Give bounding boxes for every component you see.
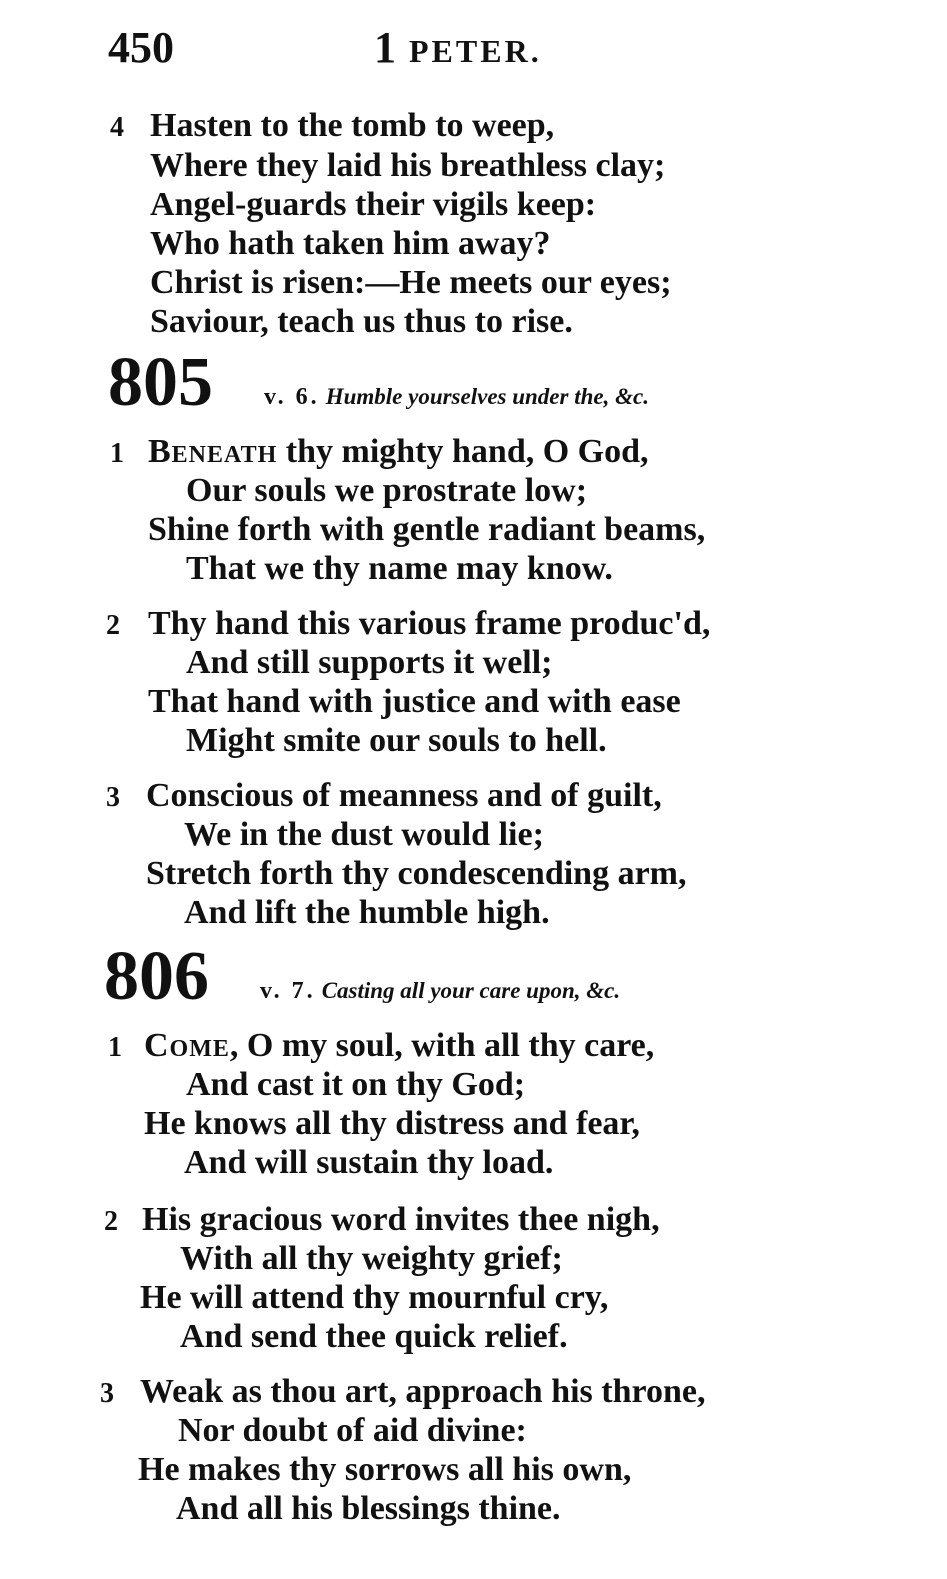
stanza-line: Might smite our souls to hell. [186,722,607,759]
stanza-number: 1 [110,438,124,469]
book-title-number: 1 [374,23,397,72]
stanza-number: 3 [100,1378,114,1409]
stanza-line: He knows all thy distress and fear, [144,1105,640,1142]
stanza-line: And lift the humble high. [184,894,550,931]
stanza-line: And send thee quick relief. [180,1318,568,1355]
stanza-line: Shine forth with gentle radiant beams, [148,511,706,548]
page-number: 450 [108,23,174,72]
stanza-line: His gracious word invites thee nigh, [142,1201,660,1238]
first-word: Come [144,1027,230,1064]
stanza-line: And will sustain thy load. [184,1144,554,1181]
stanza-line [148,432,649,472]
hymn-scripture-reference [264,382,649,412]
stanza-line: That hand with justice and with ease [148,683,681,720]
stanza-line: Where they laid his breathless clay; [150,147,666,184]
stanza-line: And still supports it well; [186,644,553,681]
stanza-number: 2 [106,610,120,641]
running-head [108,22,808,82]
stanza-line: That we thy name may know. [186,550,613,587]
book-title-name: PETER. [409,33,542,69]
first-word: Beneath [148,433,278,470]
stanza-line: Conscious of meanness and of guilt, [146,777,662,814]
stanza-line [144,1026,654,1066]
text-reference: Casting all your care upon, &c. [321,978,621,1003]
book-title [374,22,542,73]
stanza-number: 1 [108,1032,122,1063]
stanza-line: Thy hand this various frame produc'd, [148,605,711,642]
stanza-line: And cast it on thy God; [186,1066,526,1103]
stanza-number: 3 [106,782,120,813]
stanza-line: Nor doubt of aid divine: [178,1412,527,1449]
stanza-line: Hasten to the tomb to weep, [150,107,555,144]
stanza-line: Weak as thou art, approach his throne, [140,1373,706,1410]
stanza-line: And all his blessings thine. [176,1490,561,1527]
stanza-number: 2 [104,1206,118,1237]
stanza-line: He makes thy sorrows all his own, [138,1451,632,1488]
hymn-scripture-reference [260,976,620,1006]
stanza-line: He will attend thy mournful cry, [140,1279,609,1316]
stanza-line: With all thy weighty grief; [180,1240,563,1277]
stanza-line: We in the dust would lie; [184,816,544,853]
stanza-line: Christ is risen:—He meets our eyes; [150,264,672,301]
stanza-line: Who hath taken him away? [150,225,551,262]
first-line-rest: thy mighty hand, O God, [277,433,649,470]
hymn-number: 805 [108,344,213,421]
stanza-number: 4 [110,112,124,143]
stanza-line: Angel-guards their vigils keep: [150,186,597,223]
verse-reference: v. 7. [260,978,316,1004]
stanza-line: Stretch forth thy condescending arm, [146,855,687,892]
hymn-number: 806 [104,938,209,1015]
stanza-line: Our souls we prostrate low; [186,472,588,509]
stanza-line: Saviour, teach us thus to rise. [150,303,573,340]
verse-reference: v. 6. [264,384,320,410]
text-reference: Humble yourselves under the, &c. [325,384,649,409]
first-line-rest: , O my soul, with all thy care, [229,1027,655,1064]
